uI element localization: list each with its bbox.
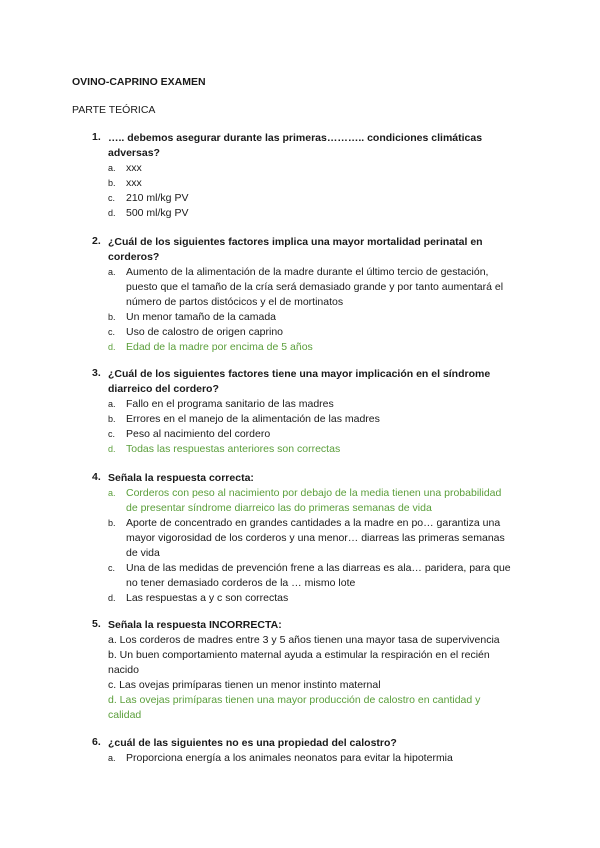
option-c: c. Uso de calostro de origen caprino bbox=[108, 326, 284, 338]
option-d-correct: d. Las ovejas primíparas tienen una mayor producción de calostro en cantidad y calidad bbox=[108, 694, 481, 721]
option-b: b. Aporte de concentrado en grandes cantidades a la madre en po… garantiza una mayor vigorosidad de los corderos y una menor… diarreas las primeras semanas de vida bbox=[108, 517, 505, 559]
option-a-correct: a. Corderos con peso al nacimiento por debajo de la media tienen una probabilidad de presentar síndrome diarreico las do primeras semanas de vida bbox=[108, 487, 502, 514]
option-a: a. xxx bbox=[108, 162, 142, 174]
question-number: 4. bbox=[92, 471, 101, 483]
option-list bbox=[108, 486, 512, 606]
question-number: 1. bbox=[92, 131, 101, 143]
option-list bbox=[108, 633, 512, 723]
question-5 bbox=[92, 618, 512, 739]
option-c: c. Peso al nacimiento del cordero bbox=[108, 428, 271, 440]
question-number: 5. bbox=[92, 618, 101, 630]
option-list bbox=[108, 161, 512, 221]
option-list bbox=[108, 397, 512, 457]
question-text: ¿Cuál de los siguientes factores implica una mayor mortalidad perinatal en corderos? bbox=[108, 236, 483, 263]
question-text: Señala la respuesta correcta: bbox=[108, 472, 254, 484]
option-a: a. Los corderos de madres entre 3 y 5 años tienen una mayor tasa de supervivencia bbox=[108, 634, 500, 646]
document-title: OVINO-CAPRINO EXAMEN bbox=[72, 76, 206, 88]
option-d: d. 500 ml/kg PV bbox=[108, 207, 189, 219]
question-text: ¿cuál de las siguientes no es una propiedad del calostro? bbox=[108, 737, 397, 749]
question-number: 3. bbox=[92, 367, 101, 379]
question-1 bbox=[92, 131, 512, 237]
option-d: d. Las respuestas a y c son correctas bbox=[108, 592, 289, 604]
question-text: Señala la respuesta INCORRECTA: bbox=[108, 619, 282, 631]
option-b: b. Un buen comportamiento maternal ayuda a estimular la respiración en el recién nacido bbox=[108, 649, 490, 676]
question-number: 6. bbox=[92, 736, 101, 748]
option-b: b. Errores en el manejo de la alimentación de las madres bbox=[108, 413, 380, 425]
option-a: a. Fallo en el programa sanitario de las madres bbox=[108, 398, 334, 410]
option-list bbox=[108, 751, 512, 766]
option-a: a. Proporciona energía a los animales neonatos para evitar la hipotermia bbox=[108, 752, 453, 764]
option-d-correct: d. Edad de la madre por encima de 5 años bbox=[108, 341, 313, 353]
option-a: a. Aumento de la alimentación de la madre durante el último tercio de gestación, puesto que el tamaño de la cría será demasiado grande y por tanto aumentará el número de partos distócicos y el de mortinatos bbox=[108, 266, 504, 308]
option-d-correct: d. Todas las respuestas anteriores son correctas bbox=[108, 443, 341, 455]
question-2 bbox=[92, 235, 512, 371]
option-b: b. Un menor tamaño de la camada bbox=[108, 311, 276, 323]
option-c: c. Las ovejas primíparas tienen un menor instinto maternal bbox=[108, 679, 381, 691]
option-c: c. 210 ml/kg PV bbox=[108, 192, 189, 204]
option-list bbox=[108, 265, 512, 355]
option-c: c. Una de las medidas de prevención frene a las diarreas es ala… paridera, para que no tener demasiado corderos de la … mismo lote bbox=[108, 562, 511, 589]
section-title: PARTE TEÓRICA bbox=[72, 104, 156, 116]
question-6 bbox=[92, 736, 512, 782]
option-b: b. xxx bbox=[108, 177, 142, 189]
question-text: ¿Cuál de los siguientes factores tiene una mayor implicación en el síndrome diarreico del cordero? bbox=[108, 368, 491, 395]
question-3 bbox=[92, 367, 512, 473]
question-4 bbox=[92, 471, 512, 622]
question-text: ….. debemos asegurar durante las primeras……….. condiciones climáticas adversas? bbox=[108, 132, 483, 159]
question-number: 2. bbox=[92, 235, 101, 247]
